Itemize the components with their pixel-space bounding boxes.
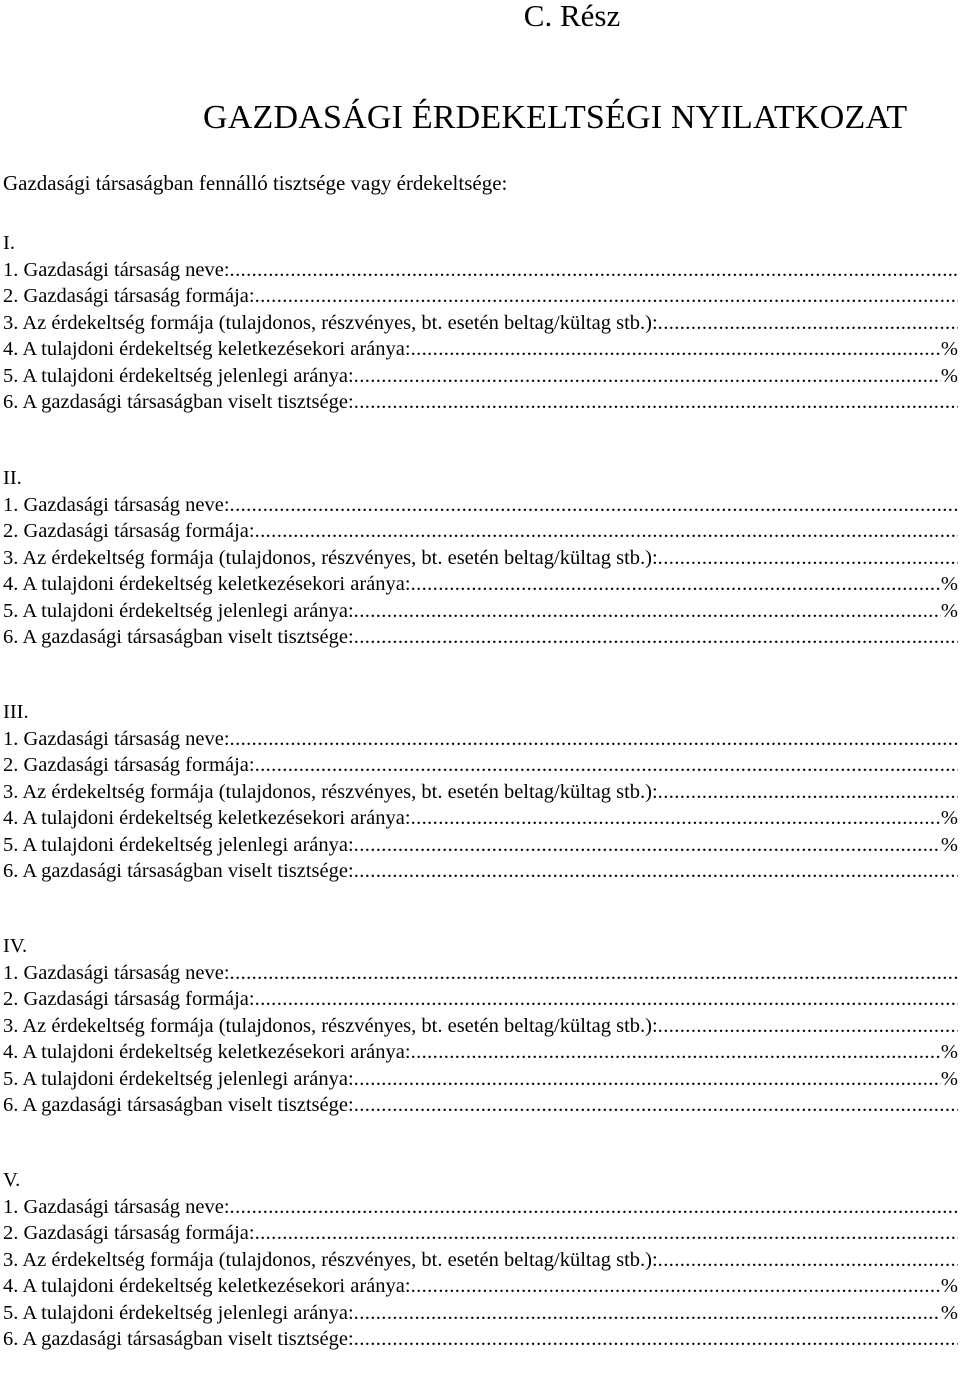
intro-text: Gazdasági társaságban fennálló tisztsége vagy érdekeltsége:: [3, 171, 508, 195]
position-held-field[interactable]: [3, 858, 958, 885]
percent-suffix: %: [940, 573, 958, 595]
current-share-field[interactable]: [3, 363, 958, 390]
fill-in-dots: [354, 1092, 958, 1119]
field-label: 2. Gazdasági társaság formája:: [3, 520, 255, 542]
field-label: 5. A tulajdoni érdekeltség jelenlegi aránya:: [3, 1301, 354, 1324]
company-name-field[interactable]: [3, 960, 958, 987]
interest-form-field[interactable]: [3, 310, 958, 337]
fill-in-dots: [354, 832, 941, 859]
field-label: 6. A gazdasági társaságban viselt tisztsége:: [3, 1094, 354, 1116]
field-label: 5. A tulajdoni érdekeltség jelenlegi aránya:: [3, 599, 354, 622]
field-label: 1. Gazdasági társaság neve:: [3, 493, 230, 516]
field-suffix: ..: [947, 258, 958, 281]
field-label: 5. A tulajdoni érdekeltség jelenlegi aránya:: [3, 833, 354, 856]
fill-in-dots: [354, 363, 941, 390]
field-label: 2. Gazdasági társaság formája:: [3, 988, 255, 1010]
percent-suffix: %: [940, 599, 958, 622]
company-form-field[interactable]: [3, 1220, 958, 1247]
fill-in-dots: [230, 726, 958, 753]
interest-form-field[interactable]: [3, 779, 958, 806]
fill-in-dots: [255, 518, 958, 545]
fill-in-dots: [354, 1300, 941, 1327]
company-name-field[interactable]: [3, 726, 958, 753]
company-form-field[interactable]: [3, 752, 958, 779]
field-label: 1. Gazdasági társaság neve:: [3, 1195, 230, 1218]
field-label: 6. A gazdasági társaságban viselt tisztsége:: [3, 391, 354, 413]
fill-in-dots: [354, 598, 941, 625]
company-name-field[interactable]: [3, 492, 958, 519]
percent-suffix: %: [940, 338, 958, 360]
company-form-field[interactable]: [3, 518, 958, 545]
percent-suffix: %: [940, 364, 958, 387]
field-label: 1. Gazdasági társaság neve:: [3, 258, 230, 281]
field-label: 3. Az érdekeltség formája (tulajdonos, részvényes, bt. esetén beltag/kültag stb.):: [3, 1248, 658, 1271]
section-number: II.: [3, 467, 22, 489]
fill-in-dots: [658, 310, 958, 337]
percent-suffix: %: [940, 1301, 958, 1324]
document-title: GAZDASÁGI ÉRDEKELTSÉGI NYILATKOZAT: [203, 99, 908, 136]
field-label: 5. A tulajdoni érdekeltség jelenlegi aránya:: [3, 364, 354, 387]
field-label: 4. A tulajdoni érdekeltség keletkezésekori aránya:: [3, 1041, 411, 1063]
fill-in-dots: [354, 1066, 941, 1093]
part-title: C. Rész: [523, 0, 621, 33]
percent-suffix: %: [940, 1275, 958, 1297]
field-label: 4. A tulajdoni érdekeltség keletkezésekori aránya:: [3, 338, 411, 360]
field-label: 4. A tulajdoni érdekeltség keletkezésekori aránya:: [3, 573, 411, 595]
fill-in-dots: [230, 1194, 958, 1221]
section-number: V.: [3, 1169, 21, 1191]
field-label: 5. A tulajdoni érdekeltség jelenlegi aránya:: [3, 1067, 354, 1090]
percent-suffix: %: [940, 833, 958, 856]
fill-in-dots: [354, 624, 958, 651]
fill-in-dots: [255, 1220, 958, 1247]
company-name-field[interactable]: [3, 257, 958, 284]
current-share-field[interactable]: [3, 598, 958, 625]
section-number: IV.: [3, 935, 28, 957]
declaration-section-3: [3, 699, 958, 885]
interest-form-field[interactable]: [3, 1013, 958, 1040]
field-label: 6. A gazdasági társaságban viselt tisztsége:: [3, 1328, 354, 1350]
initial-share-field[interactable]: [3, 571, 958, 598]
field-label: 3. Az érdekeltség formája (tulajdonos, részvényes, bt. esetén beltag/kültag stb.):: [3, 1014, 658, 1037]
position-held-field[interactable]: [3, 624, 958, 651]
fill-in-dots: [411, 1039, 941, 1066]
initial-share-field[interactable]: [3, 805, 958, 832]
position-held-field[interactable]: [3, 1092, 958, 1119]
company-name-field[interactable]: [3, 1194, 958, 1221]
fill-in-dots: [354, 858, 958, 885]
fill-in-dots: [230, 257, 948, 284]
current-share-field[interactable]: [3, 1066, 958, 1093]
current-share-field[interactable]: [3, 832, 958, 859]
percent-suffix: %: [940, 1041, 958, 1063]
fill-in-dots: [411, 1273, 941, 1300]
fill-in-dots: [658, 545, 958, 572]
field-label: 3. Az érdekeltség formája (tulajdonos, részvényes, bt. esetén beltag/kültag stb.):: [3, 311, 658, 334]
declaration-section-4: [3, 933, 958, 1119]
fill-in-dots: [230, 492, 958, 519]
field-label: 3. Az érdekeltség formája (tulajdonos, részvényes, bt. esetén beltag/kültag stb.):: [3, 780, 658, 803]
fill-in-dots: [255, 986, 958, 1013]
current-share-field[interactable]: [3, 1300, 958, 1327]
fill-in-dots: [658, 779, 958, 806]
field-label: 6. A gazdasági társaságban viselt tisztsége:: [3, 626, 354, 648]
field-label: 4. A tulajdoni érdekeltség keletkezésekori aránya:: [3, 807, 411, 829]
initial-share-field[interactable]: [3, 336, 958, 363]
field-label: 3. Az érdekeltség formája (tulajdonos, részvényes, bt. esetén beltag/kültag stb.):: [3, 546, 658, 569]
fill-in-dots: [411, 336, 941, 363]
fill-in-dots: [658, 1013, 958, 1040]
declaration-section-2: [3, 465, 958, 651]
fill-in-dots: [411, 805, 941, 832]
section-number: III.: [3, 701, 29, 723]
fill-in-dots: [354, 1326, 958, 1353]
fill-in-dots: [658, 1247, 958, 1274]
field-label: 2. Gazdasági társaság formája:: [3, 754, 255, 776]
position-held-field[interactable]: [3, 389, 958, 416]
initial-share-field[interactable]: [3, 1273, 958, 1300]
field-label: 4. A tulajdoni érdekeltség keletkezésekori aránya:: [3, 1275, 411, 1297]
section-number: I.: [3, 232, 15, 254]
field-label: 6. A gazdasági társaságban viselt tisztsége:: [3, 860, 354, 882]
declaration-section-1: [3, 230, 958, 416]
field-label: 2. Gazdasági társaság formája:: [3, 285, 255, 307]
fill-in-dots: [255, 752, 958, 779]
fill-in-dots: [230, 960, 958, 987]
position-held-field[interactable]: [3, 1326, 958, 1353]
company-form-field[interactable]: [3, 283, 958, 310]
percent-suffix: %: [940, 807, 958, 829]
interest-form-field[interactable]: [3, 1247, 958, 1274]
interest-form-field[interactable]: [3, 545, 958, 572]
initial-share-field[interactable]: [3, 1039, 958, 1066]
declaration-section-5: [3, 1167, 958, 1353]
percent-suffix: %: [940, 1067, 958, 1090]
field-label: 1. Gazdasági társaság neve:: [3, 961, 230, 984]
fill-in-dots: [411, 571, 941, 598]
fill-in-dots: [354, 389, 958, 416]
field-label: 2. Gazdasági társaság formája:: [3, 1222, 255, 1244]
field-label: 1. Gazdasági társaság neve:: [3, 727, 230, 750]
fill-in-dots: [255, 283, 958, 310]
company-form-field[interactable]: [3, 986, 958, 1013]
